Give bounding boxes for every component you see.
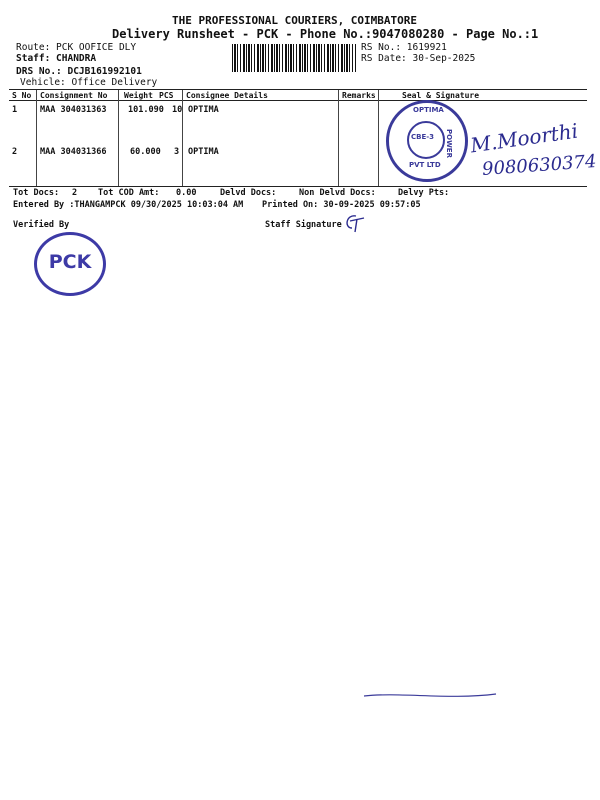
pen-stroke xyxy=(360,688,500,702)
tot-docs-value: 2 xyxy=(72,188,78,198)
row-consignee: OPTIMA xyxy=(188,105,219,115)
staff-signature-label: Staff Signature xyxy=(265,220,342,230)
col-remarks: Remarks xyxy=(342,91,376,100)
route: Route: PCK OOFICE DLY xyxy=(16,42,137,53)
seal-optima-text: OPTIMA xyxy=(413,106,444,114)
seal-side-text: POWER xyxy=(445,129,453,158)
barcode xyxy=(232,44,356,72)
row-consignment: MAA 304031363 xyxy=(40,105,107,115)
printed-on: Printed On: 30-09-2025 09:57:05 xyxy=(262,200,421,210)
col-sno: S No xyxy=(12,91,32,100)
seal-bottom-text: PVT LTD xyxy=(409,161,441,169)
col-weight: Weight xyxy=(124,91,153,100)
pck-stamp xyxy=(34,232,106,296)
company-title: THE PROFESSIONAL COURIERS, COIMBATORE xyxy=(172,14,418,27)
row-pcs: 10 xyxy=(172,105,183,115)
rs-number: RS No.: 1619921 xyxy=(361,42,447,53)
staff: Staff: CHANDRA xyxy=(16,53,97,64)
row-pcs: 3 xyxy=(174,147,180,157)
handwritten-signature: M.Moorthi xyxy=(468,118,580,158)
row-sno: 1 xyxy=(12,105,18,115)
verified-by: Verified By xyxy=(13,220,70,230)
row-consignment: MAA 304031366 xyxy=(40,147,107,157)
col-consignee: Consignee Details xyxy=(186,91,268,100)
totals-rule xyxy=(9,186,587,187)
pck-stamp-text: PCK xyxy=(48,251,92,273)
staff-signature-scribble xyxy=(342,212,366,234)
row-weight: 101.090 xyxy=(128,105,164,115)
col-consignment: Consignment No xyxy=(40,91,108,100)
table-top-rule xyxy=(9,89,587,90)
col-pcs: PCS xyxy=(159,91,174,100)
optima-seal-stamp xyxy=(386,100,468,182)
row-weight: 60.000 xyxy=(130,147,161,157)
row-consignee: OPTIMA xyxy=(188,147,219,157)
tot-cod-label: Tot COD Amt: xyxy=(98,188,160,198)
non-delvd-docs: Non Delvd Docs: xyxy=(299,188,376,198)
runsheet-subtitle: Delivery Runsheet - PCK - Phone No.:9047080280 - Page No.:1 xyxy=(112,27,539,41)
handwritten-phone: 9080630374 xyxy=(481,151,598,180)
vehicle: Vehicle: Office Delivery xyxy=(20,77,158,88)
row-sno: 2 xyxy=(12,147,18,157)
delvd-docs: Delvd Docs: xyxy=(220,188,277,198)
entered-by: Entered By :THANGAMPCK 09/30/2025 10:03:04 AM xyxy=(13,200,244,210)
tot-docs-label: Tot Docs: xyxy=(13,188,60,198)
delvy-pts: Delvy Pts: xyxy=(398,188,450,198)
rs-date: RS Date: 30-Sep-2025 xyxy=(361,53,476,64)
col-seal-signature: Seal & Signature xyxy=(402,91,480,100)
drs-number: DRS No.: DCJB161992101 xyxy=(16,66,142,77)
table-header-rule xyxy=(9,100,587,101)
seal-center-text: CBE-3 xyxy=(411,133,435,141)
tot-cod-value: 0.00 xyxy=(176,188,197,198)
